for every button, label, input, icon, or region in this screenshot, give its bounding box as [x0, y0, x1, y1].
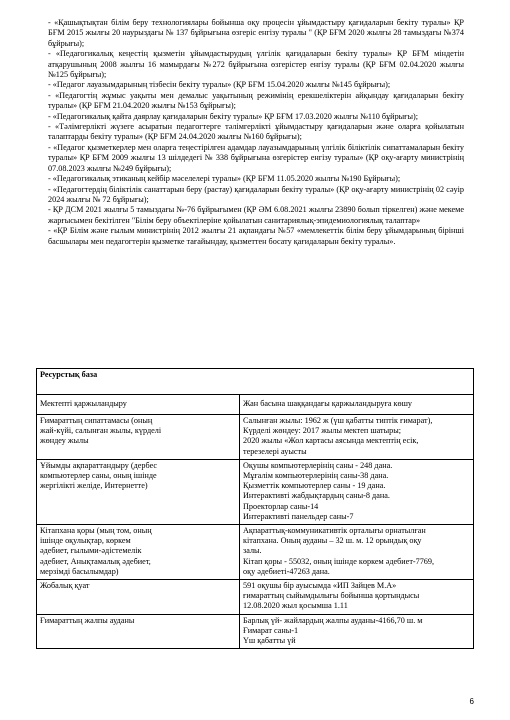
list-item: - «Тәлімгерлікті жүзеге асыратын педагогтерге тәлімгерлікті ұйымдастыру қағидаларын және оларға қойылатын талаптарды бекіту туралы» (ҚР БҒМ 24.04.2020 жылғы №160 бұйрығы);: [48, 122, 464, 142]
row-value-line: Барлық үй- жайлардың жалпы ауданы-4166,70 ш. м: [243, 615, 423, 625]
row-value: [240, 525, 474, 580]
row-value-line: Интерактивті жабдықтардың саны-8 дана.: [243, 491, 390, 501]
row-label: [37, 614, 240, 649]
table-row: [37, 614, 474, 649]
row-value-line: Интерактивті панельдер саны-7: [243, 511, 354, 521]
row-label-line: Кітапхана қоры (мың том, оның: [40, 526, 152, 536]
table-row: [37, 459, 474, 524]
list-item: - «Педагогикалық кеңестің қызметін ұйымдастырудың үлгілік қағидаларын бекіту туралы» ҚР БҒМ міндетін атқарушының 2008 жылғы 16 мамырдағы №272 бұйрығына өзгерістер енгізу туралы (ҚР БҒМ 02.04.2020 жылғы №125 бұйрығы);: [48, 49, 464, 80]
list-item: - «Педагогикалық этиканың кейбір мәселелері туралы» (ҚР БҒМ 11.05.2020 жылғы №190 Бұйрығы);: [48, 174, 401, 184]
row-label-line: әдебиет, ғылыми-әдістемелік: [40, 546, 142, 556]
row-value-line: 2020 жылы «Жол картасы аясында мектептің есік,: [243, 436, 419, 446]
row-value-line: оқу әдебиеті-47263 дана.: [243, 566, 330, 576]
row-label-line: Ғимараттың жалпы ауданы: [40, 615, 135, 625]
table-row: [37, 580, 474, 615]
row-label: [37, 459, 240, 524]
row-value-line: Күрделі жөндеу: 2017 жылы мектеп шатыры;: [243, 426, 401, 436]
row-value-line: Салынған жылы: 1962 ж (үш қабатты типтік ғимарат),: [243, 416, 433, 425]
row-label: [37, 525, 240, 580]
table-row: [37, 525, 474, 580]
row-value-line: терезелері ауысты: [243, 446, 307, 456]
row-value-line: 12.08.2020 жыл қосымша 1.11: [243, 601, 348, 611]
row-label-line: компьютерлер саны, оның ішінде: [40, 471, 157, 481]
row-value-line: Ғимарат саны-1: [243, 625, 299, 635]
row-label-line: Жобалық қуат: [40, 581, 90, 591]
row-value: [240, 614, 474, 649]
list-item: - «Қашықтықтан білім беру технологиялары бойынша оқу процесін ұйымдастыру қағидаларын бекіту туралы» ҚР БҒМ 2015 жылғы 20 наурыздағы № 137 бұйрығына өзгеріс енгізу туралы " (ҚР БҒМ 2020 жылғы 28 тамыздағы №374 бұйрығы);: [48, 18, 464, 48]
row-value-line: Ақпараттық-коммуникативтік орталығы орнатылған: [243, 526, 426, 536]
list-item: - «Педагог лауазымдарының тізбесін бекіту туралы» (ҚР БҒМ 15.04.2020 жылғы №145 бұйрығы);: [48, 80, 391, 90]
row-label-line: әдебиет, Анықтамалық әдебиет,: [40, 556, 151, 566]
row-label-line: жергілікті желіде, Интернетте): [40, 481, 148, 491]
list-item: - «Педагог қызметкерлер мен оларға теңестірілген адамдар лауазымдарының үлгілік біліктілік сипаттамаларын бекіту туралы» ҚР БҒМ 2009 жылғы 13 шілдедегі № 338 бұйрығына өзгерістер енгізу туралы» (ҚР оқу-ағарту министрінің 07.08.2023 жылғы №249 бұйрығы);: [48, 142, 464, 173]
row-label-line: ішінде оқулықтар, көркем: [40, 536, 131, 546]
row-label-line: Ғимараттың сипаттамасы (оның: [40, 416, 153, 425]
row-label: [37, 415, 240, 460]
regulation-list: [48, 18, 464, 247]
row-value-line: ғимараттың сыйымдылығы бойынша қортындысы: [243, 591, 420, 601]
page-number: 6: [469, 697, 474, 706]
table-title: Ресурстық база: [37, 369, 474, 395]
column-header-left: Мектепті қаржыландыру: [37, 395, 240, 415]
row-value-line: 591 оқушы бір ауысымда «ИП Зайцев М.А»: [243, 581, 397, 591]
row-value-line: Проекторлар саны-14: [243, 501, 319, 511]
row-value-line: Қызметтік компьютерлер саны - 19 дана.: [243, 481, 386, 491]
column-header-right: Жан басына шаққандағы қаржыландыруға көшу: [240, 395, 474, 415]
list-item: - ҚР ДСМ 2021 жылғы 5 тамыздағы №-76 бұйрығымен (ҚР ӘМ 6.08.2021 жылғы 23890 болып тіркелген) және мекеме жарғысымен бекітілген "Білім беру объектілеріне қойылатын санитариялық-эпидемиологиялық талаптар»: [48, 205, 464, 225]
table-header-row: [37, 395, 474, 415]
table-title-row: [37, 369, 474, 395]
row-value-line: кітапхана. Оның ауданы – 32 ш. м. 12 орындық оқу: [243, 536, 422, 546]
row-value: [240, 459, 474, 524]
row-label-line: жай-күйі, салынған жылы, күрделі: [40, 426, 162, 436]
list-item: - «Педагогтердің біліктілік санаттарын беру (растау) қағидаларын бекіту туралы» (ҚР оқу-ағарту министрінің 02 сәуір 2024 жылғы № 72 бұйрығы);: [48, 184, 464, 204]
resource-table: [36, 368, 474, 649]
row-label-line: мерзімді басылымдар): [40, 566, 119, 576]
row-value-line: Үш қабатты үй: [243, 636, 296, 646]
list-item: - «ҚР Білім және ғылым министрінің 2012 жылғы 21 ақпандағы №57 «мемлекеттік білім беру ұйымдарының бірінші басшылары мен педагогтерін қызметке тағайындау, қызметтен босату қағидаларын бекіту туралы».: [48, 226, 464, 246]
row-value: [240, 415, 474, 460]
list-item: - «Педагогтің жұмыс уақыты мен демалыс уақытының режимінің ерекшеліктерін айқындау қағидаларын бекіту туралы» (ҚР БҒМ 21.04.2020 жылғы №153 бұйрығы);: [48, 90, 464, 111]
list-item: - «Педагогикалық қайта даярлау қағидаларын бекіту туралы» ҚР БҒМ 17.03.2020 жылғы №110 бұйрығы);: [48, 111, 419, 121]
row-label-line: жөндеу жылы: [40, 436, 89, 446]
row-label: [37, 580, 240, 615]
row-value-line: залы.: [243, 546, 262, 556]
row-value: [240, 580, 474, 615]
table-row: [37, 415, 474, 460]
row-value-line: Оқушы компьютерлерінің саны - 248 дана.: [243, 460, 393, 470]
row-value-line: Мұғалім компьютерлерінің саны-38 дана.: [243, 471, 389, 481]
row-label-line: Ұйымды ақпараттандыру (дербес: [40, 460, 158, 470]
row-value-line: Кітап қоры - 55032, оның ішінде көркем әдебиет-7769,: [243, 556, 435, 566]
